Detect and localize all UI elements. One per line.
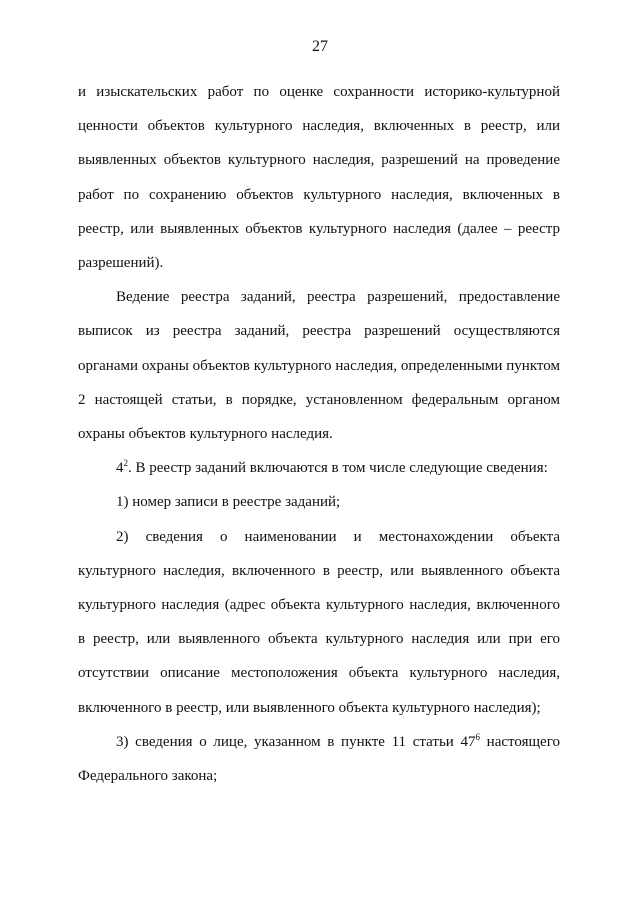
page-number: 27 xyxy=(312,38,328,55)
article-superscript: 6 xyxy=(475,731,480,742)
paragraph-registry-maintenance: Ведение реестра заданий, реестра разрешений, предоставление выписок из реестра заданий, реестра разрешений осуществляются органами охраны объектов культурного наследия, определенными пунктом 2 настоящей статьи, в порядке, установленном федеральным органом охраны объектов культурного наследия. xyxy=(78,289,560,443)
paragraph-4-2 xyxy=(78,451,560,485)
clause-superscript: 2 xyxy=(123,458,128,469)
list-item-3-text-a: 3) сведения о лице, указанном в пункте 11 статьи 47 xyxy=(116,733,476,750)
document-body xyxy=(78,75,560,793)
paragraph-continuation: и изыскательских работ по оценке сохранности историко-культурной ценности объектов культурного наследия, включенных в реестр, или выявленных объектов культурного наследия, разрешений на проведение работ по сохранению объектов культурного наследия, включенных в реестр, или выявленных объектов культурного наследия (далее – реестр разрешений). xyxy=(78,84,560,272)
list-item-3-text-b: настоящего Федерального закона; xyxy=(78,733,560,785)
clause-number: 4 xyxy=(116,460,124,477)
clause-text: . В реестр заданий включаются в том числе следующие сведения: xyxy=(128,460,548,477)
list-item-1: 1) номер записи в реестре заданий; xyxy=(116,494,341,511)
list-item-3 xyxy=(78,725,560,793)
list-item-2: 2) сведения о наименовании и местонахождении объекта культурного наследия, включенного в реестр, или выявленного объекта культурного наследия (адрес объекта культурного наследия, включенного в реестр, или выявленного объекта культурного наследия или при его отсутствии описание местоположения объекта культурного наследия, включенного в реестр, или выявленного объекта культурного наследия); xyxy=(78,528,560,716)
